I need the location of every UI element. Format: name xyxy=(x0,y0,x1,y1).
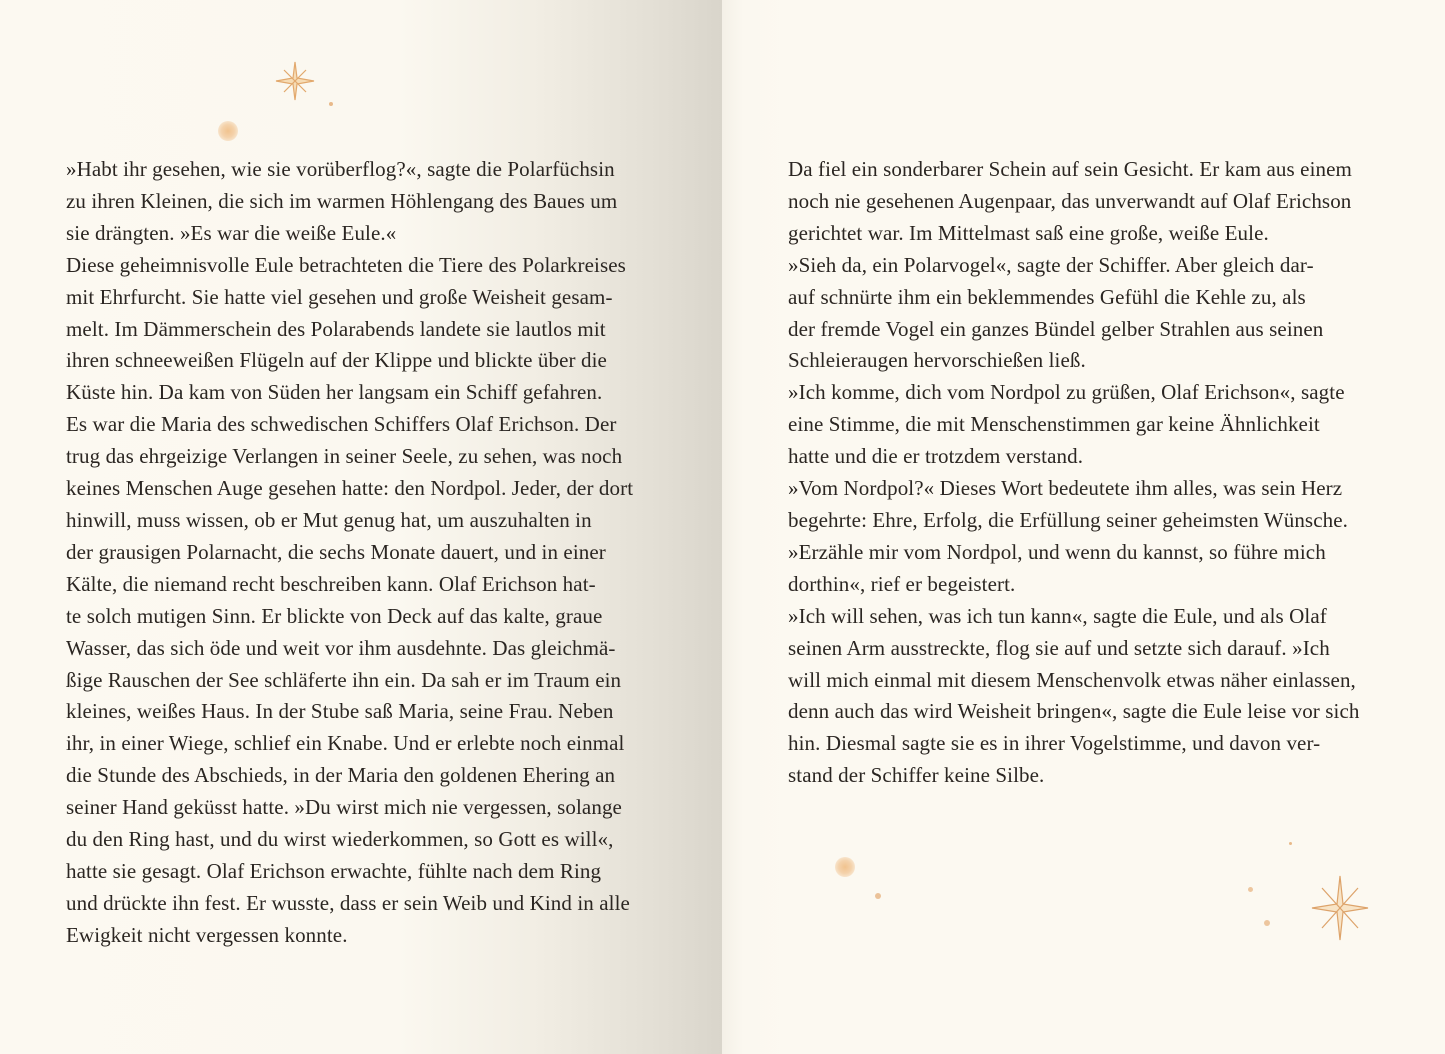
text-line: hatte und die er trotzdem verstand. xyxy=(788,444,1084,469)
glow-dot-icon xyxy=(835,857,855,877)
left-page xyxy=(0,0,722,1054)
text-line: melt. Im Dämmerschein des Polarabends landete sie lautlos mit xyxy=(66,316,606,341)
text-line: ihr, in einer Wiege, schlief ein Knabe. Und er erlebte noch einmal xyxy=(66,731,625,756)
text-line: »Sieh da, ein Polarvogel«, sagte der Schiffer. Aber gleich dar- xyxy=(788,252,1314,277)
text-line: »Erzähle mir vom Nordpol, und wenn du kannst, so führe mich xyxy=(788,539,1326,564)
text-line: Da fiel ein sonderbarer Schein auf sein Gesicht. Er kam aus einem xyxy=(788,157,1352,181)
text-line: kleines, weißes Haus. In der Stube saß Maria, seine Frau. Neben xyxy=(66,699,614,724)
text-line: die Stunde des Abschieds, in der Maria den goldenen Ehering an xyxy=(66,763,616,788)
text-line: »Habt ihr gesehen, wie sie vorüberflog?«, sagte die Polarfüchsin xyxy=(66,157,615,181)
text-line: trug das ehrgeizige Verlangen in seiner Seele, zu sehen, was noch xyxy=(66,444,623,469)
text-line: gerichtet war. Im Mittelmast saß eine große, weiße Eule. xyxy=(788,220,1269,245)
text-line: te solch mutigen Sinn. Er blickte von Deck auf das kalte, graue xyxy=(66,603,603,628)
right-page-text xyxy=(788,154,1388,792)
glow-dot-icon xyxy=(218,121,238,141)
tiny-star-dot xyxy=(1289,842,1292,845)
text-line: denn auch das wird Weisheit bringen«, sagte die Eule leise vor sich xyxy=(788,699,1360,724)
text-line: auf schnürte ihm ein beklemmendes Gefühl die Kehle zu, als xyxy=(788,284,1306,309)
text-line: du den Ring hast, und du wirst wiederkommen, so Gott es will«, xyxy=(66,827,614,852)
text-line: Diese geheimnisvolle Eule betrachteten die Tiere des Polarkreises xyxy=(66,252,626,277)
text-line: dorthin«, rief er begeistert. xyxy=(788,571,1016,596)
text-line: Schleieraugen hervorschießen ließ. xyxy=(788,348,1086,373)
text-line: hinwill, muss wissen, ob er Mut genug hat, um auszuhalten in xyxy=(66,507,592,532)
text-line: mit Ehrfurcht. Sie hatte viel gesehen und große Weisheit gesam- xyxy=(66,284,613,309)
text-line: ßige Rauschen der See schläferte ihn ein. Da sah er im Traum ein xyxy=(66,667,622,692)
tiny-star-dot xyxy=(329,102,333,106)
text-line: Wasser, das sich öde und weit vor ihm ausdehnte. Das gleichmä- xyxy=(66,635,616,660)
star-icon xyxy=(272,58,318,104)
text-line: eine Stimme, die mit Menschenstimmen gar keine Ähnlichkeit xyxy=(788,412,1320,437)
text-line: Es war die Maria des schwedischen Schiffers Olaf Erichson. Der xyxy=(66,412,617,437)
tiny-star-dot xyxy=(875,893,881,899)
text-line: und drückte ihn fest. Er wusste, dass er sein Weib und Kind in alle xyxy=(66,890,630,915)
text-line: Ewigkeit nicht vergessen konnte. xyxy=(66,922,348,947)
text-line: seiner Hand geküsst hatte. »Du wirst mich nie vergessen, solange xyxy=(66,795,622,820)
text-line: noch nie gesehenen Augenpaar, das unverwandt auf Olaf Erichson xyxy=(788,188,1352,213)
text-line: der fremde Vogel ein ganzes Bündel gelber Strahlen aus seinen xyxy=(788,316,1324,341)
text-line: Küste hin. Da kam von Süden her langsam ein Schiff gefahren. xyxy=(66,380,603,405)
text-line: will mich einmal mit diesem Menschenvolk etwas näher einlassen, xyxy=(788,667,1356,692)
text-line: »Ich komme, dich vom Nordpol zu grüßen, Olaf Erichson«, sagte xyxy=(788,380,1345,405)
text-line: ihren schneeweißen Flügeln auf der Klippe und blickte über die xyxy=(66,348,607,373)
tiny-star-dot xyxy=(1248,887,1253,892)
star-icon xyxy=(1308,872,1372,944)
text-line: hin. Diesmal sagte sie es in ihrer Vogelstimme, und davon ver- xyxy=(788,731,1321,756)
tiny-star-dot xyxy=(1264,920,1270,926)
left-page-text xyxy=(66,154,666,952)
text-line: seinen Arm ausstreckte, flog sie auf und setzte sich darauf. »Ich xyxy=(788,635,1330,660)
text-line: begehrte: Ehre, Erfolg, die Erfüllung seiner geheimsten Wünsche. xyxy=(788,507,1348,532)
text-line: Kälte, die niemand recht beschreiben kann. Olaf Erichson hat- xyxy=(66,571,596,596)
right-page xyxy=(722,0,1445,1054)
text-line: hatte sie gesagt. Olaf Erichson erwachte, fühlte nach dem Ring xyxy=(66,858,602,883)
text-line: zu ihren Kleinen, die sich im warmen Höhlengang des Baues um xyxy=(66,188,618,213)
text-line: keines Menschen Auge gesehen hatte: den Nordpol. Jeder, der dort xyxy=(66,476,634,501)
text-line: »Vom Nordpol?« Dieses Wort bedeutete ihm alles, was sein Herz xyxy=(788,476,1343,501)
text-line: »Ich will sehen, was ich tun kann«, sagte die Eule, und als Olaf xyxy=(788,603,1327,628)
text-line: sie drängten. »Es war die weiße Eule.« xyxy=(66,220,397,245)
text-line: stand der Schiffer keine Silbe. xyxy=(788,763,1045,788)
text-line: der grausigen Polarnacht, die sechs Monate dauert, und in einer xyxy=(66,539,606,564)
